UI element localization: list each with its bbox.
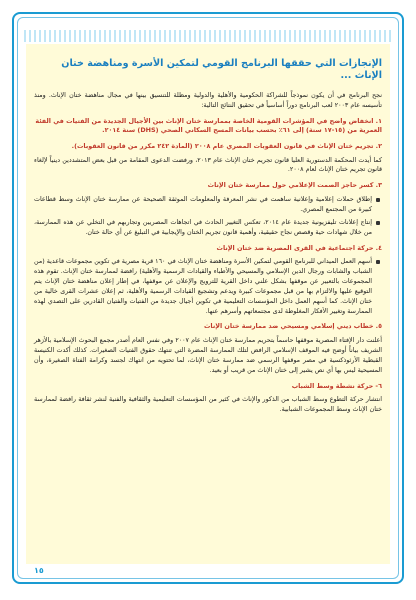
- decorative-band: [24, 30, 392, 42]
- section-heading: ١. انخفاض واضح في المؤشرات القومية الخاصة بممارسة ختان الإناث بين الأجيال الجديدة من الفتيات في الفئة العمرية من (١٥-١٧ سنة) إلى ٦١٪ بحسب بيانات المسح السكاني الصحي (DHS) سنة ٢٠١٤.: [35, 116, 382, 135]
- section-paragraph: انتشار حركة التطوع وسط الشباب من الذكور والإناث في كثير من المؤسسات التعليمية والثقافية والفنية لنشر ثقافة رافضة لممارسة ختان الإناث وسط المجموعات الشبابية.: [34, 396, 382, 414]
- section-heading: ٤. حركة اجتماعية في القرى المصرية ضد ختان الإناث: [216, 243, 382, 252]
- section-heading: ٥. خطاب ديني إسلامي ومسيحي ضد ممارسة ختان الإناث: [204, 322, 382, 331]
- bullet-item: إنتاج إعلانات تليفزيونية جديدة عام ٢٠١٤، تعكس التغيير الحادث في اتجاهات المصريين وتجاربهم في التخلي عن هذه الممارسة، من خلال شهادات حية وقصص نجاح حقيقية، وأهمية قانون تجريم الختان والإيجابية في التبليغ عن أي حالة ختان.: [34, 218, 372, 236]
- page-number: ١٥: [34, 566, 44, 575]
- section-heading: ٦- حركة نشطة وسط الشباب: [291, 381, 382, 390]
- page-title: الإنجازات التي حققها البرنامج القومي لتمكين الأسرة ومناهضة ختان الإناث ...: [61, 58, 382, 82]
- content-panel: [26, 44, 390, 564]
- bullet-item: إطلاق حملات إعلامية وإعلانية ساهمت في نشر المعرفة والمعلومات الموثقة الصحيحة عن ممارسة ختان الإناث وسط قطاعات كبيرة من المجتمع المصري.: [34, 195, 372, 213]
- section-heading: ٢. تجريم ختان الإناث في قانون العقوبات المصري عام ٢٠٠٨ (المادة ٢٤٢ مكرر من قانون العقوبات).: [71, 141, 382, 150]
- bullet-list: [34, 195, 382, 238]
- section-paragraph: أعلنت دار الإفتاء المصرية موقفها حاسماً بتحريم ممارسة ختان الإناث عام ٢٠٠٧ وفي نفس العام أصدر مجمع البحوث الإسلامية بالأزهر الشريف بياناً أوضح فيه الموقف الإسلامي الرافض لتلك الممارسة المضرة التي تنتهك حقوق الفتيات الصغيرات. كذلك أكدت الكنيسة القبطية الأرثوذكسية في مصر موقفها الرسمي ضد ممارسة ختان الإناث، لما تحتويه من انتهاك لجسد وكرامة الفتاة الصغيرة، وأن المسيحية ليس بها أي نص يشير إلى ختان الإناث من قريب أو بعيد.: [34, 337, 382, 374]
- section-paragraph: كما أيدت المحكمة الدستورية العليا قانون تجريم ختان الإناث عام ٢٠١٣، ورفضت الدعوى المقامة من قبل بعض المتشددين دينياً لإلغاء قانون تجريم ختان الإناث لعام ٢٠٠٨.: [34, 156, 382, 174]
- bullet-item: أسهم العمل الميداني للبرنامج القومي لتمكين الأسرة ومناهضة ختان الإناث في ١٦٠ قرية مصرية في تكوين مجموعات قاعدية (من الشباب والشابات ورجال الدين الإسلامي والمسيحي والأطباء والقيادات الرسمية والأهلية) رافضة لممارسة ختان الإناث. تقوم هذه المجموعات بالتعبير عن موقفها بشكل علني داخل القرية للترويج والإعلان عن موقفها، في إطار إعلان مناهضة ختان الإناث يتم التوقيع عليها والالتزام بها من قبل مجموعات كبيرة ويدعم وتشجيع القيادات الرسمية والأهلية، ثم إعلان عشرات القرى خالية من ختان الإناث. كما أسهم العمل داخل المؤسسات التعليمية في تكوين أجيال جديدة من الفتيات والفتيان القادرين على التصدي لهذه الممارسة وتغيير الأفكار المغلوطة لدى مجتمعاتهم وأسرهم عنها.: [34, 258, 372, 315]
- intro-paragraph: نجح البرنامج في أن يكون نموذجاً للشراكة الحكومية والأهلية والدولية ومظلة للتنسيق بينها في مجال مناهضة ختان الإناث. ومنذ تأسيسه عام ٢٠٠٣ لعب البرنامج دوراً أساسياً في تحقيق النتائج التالية:: [34, 91, 382, 109]
- bullet-list: [34, 257, 382, 316]
- section-heading: ٣. كسر حاجز الصمت الإعلامي حول ممارسة ختان الإناث: [207, 181, 382, 190]
